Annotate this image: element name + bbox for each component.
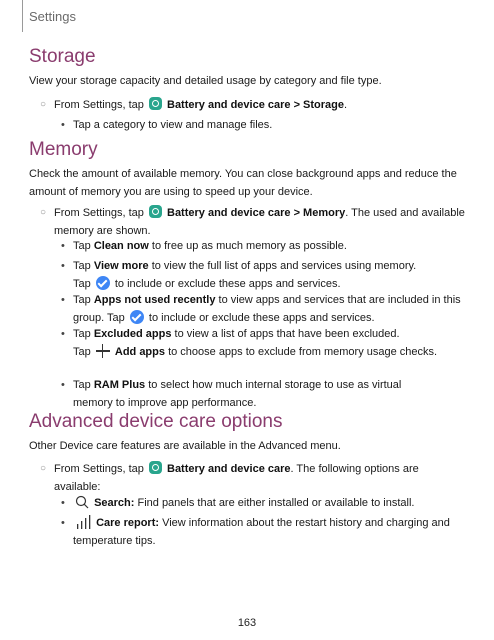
search-icon	[75, 495, 89, 509]
care-report-bars-icon	[75, 515, 91, 529]
step-marker: ○	[40, 99, 47, 110]
bullet-bold: Search:	[94, 497, 135, 509]
step-marker: ○	[40, 207, 47, 218]
bullet-dot: •	[61, 260, 65, 272]
checkmark-icon	[130, 310, 144, 324]
step-text-end: . The used and available memory are shown.	[54, 207, 465, 237]
battery-device-care-icon	[149, 97, 162, 110]
bullet-text-end: to choose apps to exclude from memory usage checks.	[168, 346, 438, 358]
bullet-text-mid: to view the full list of apps and services using memory.	[151, 260, 417, 272]
bullet-bold: View more	[93, 260, 149, 272]
bullet-text-line2: Tap	[73, 278, 91, 290]
bullet-text: Tap	[73, 260, 91, 272]
bullet-dot: •	[61, 240, 65, 252]
step-text-end: .	[344, 99, 348, 111]
advanced-bullet-2	[61, 514, 471, 550]
header-label: Settings	[29, 9, 76, 24]
bullet-dot: •	[61, 379, 65, 391]
memory-step-1	[40, 204, 470, 240]
bullet-text-end: to select how much internal storage to use as virtual memory to improve app performance.	[73, 379, 402, 409]
memory-bullet-5	[61, 376, 471, 412]
bullet-text: Tap	[73, 328, 91, 340]
step-marker: ○	[40, 463, 47, 474]
storage-bullet-1	[61, 116, 471, 134]
bullet-dot: •	[61, 119, 65, 131]
bullet-text-end: Find panels that are either installed or available to install.	[137, 497, 415, 509]
advanced-intro: Other Device care features are available in the Advanced menu.	[29, 440, 341, 452]
bullet-dot: •	[61, 328, 65, 340]
step-text: From Settings, tap	[54, 99, 144, 111]
step-bold: Battery and device care > Storage	[167, 99, 344, 111]
bullet-dot: •	[61, 497, 65, 509]
memory-bullet-4	[61, 325, 471, 361]
storage-title: Storage	[29, 46, 96, 67]
bullet-bold: Apps not used recently	[93, 294, 216, 306]
battery-device-care-icon	[149, 461, 162, 474]
step-text-end: . The following options are available:	[54, 463, 419, 493]
bullet-text: Tap a category to view and manage files.	[73, 119, 273, 131]
bullet-dot: •	[61, 294, 65, 306]
bullet-dot: •	[61, 517, 65, 529]
bullet-bold: RAM Plus	[93, 379, 146, 391]
bullet-bold-2: Add apps	[114, 346, 165, 358]
bullet-text-line2: Tap	[73, 346, 91, 358]
memory-bullet-2	[61, 257, 471, 293]
checkmark-icon	[96, 276, 110, 290]
step-text: From Settings, tap	[54, 463, 144, 475]
advanced-bullet-1	[61, 494, 471, 512]
bullet-text: Tap	[73, 379, 91, 391]
memory-bullet-1	[61, 237, 471, 255]
step-bold: Battery and device care	[167, 463, 291, 475]
bullet-text-end: to free up as much memory as possible.	[151, 240, 347, 252]
memory-bullet-3	[61, 291, 471, 327]
header-divider	[22, 0, 23, 32]
bullet-text: Tap	[73, 294, 91, 306]
storage-step-1	[40, 96, 470, 114]
memory-intro: Check the amount of available memory. You can close background apps and reduce the amount of memory you are using to speed up your device.	[29, 168, 457, 198]
bullet-text-mid: to view a list of apps that have been excluded.	[174, 328, 400, 340]
memory-title: Memory	[29, 139, 98, 160]
bullet-text-end: to include or exclude these apps and services.	[148, 312, 375, 324]
bullet-text-end: to include or exclude these apps and services.	[114, 278, 341, 290]
step-bold: Battery and device care > Memory	[167, 207, 346, 219]
advanced-step-1	[40, 460, 470, 496]
advanced-title: Advanced device care options	[29, 411, 283, 432]
bullet-text-end: View information about the restart history and charging and temperature tips.	[73, 517, 450, 547]
step-text: From Settings, tap	[54, 207, 144, 219]
bullet-text: Tap	[73, 240, 91, 252]
bullet-bold: Care report:	[96, 517, 160, 529]
storage-intro: View your storage capacity and detailed usage by category and file type.	[29, 75, 382, 87]
battery-device-care-icon	[149, 205, 162, 218]
page-number: 163	[237, 617, 257, 629]
plus-icon	[96, 344, 110, 358]
bullet-bold: Clean now	[93, 240, 149, 252]
bullet-text-mid: to view apps and services that are included in this group. Tap	[73, 294, 461, 324]
bullet-bold: Excluded apps	[93, 328, 172, 340]
